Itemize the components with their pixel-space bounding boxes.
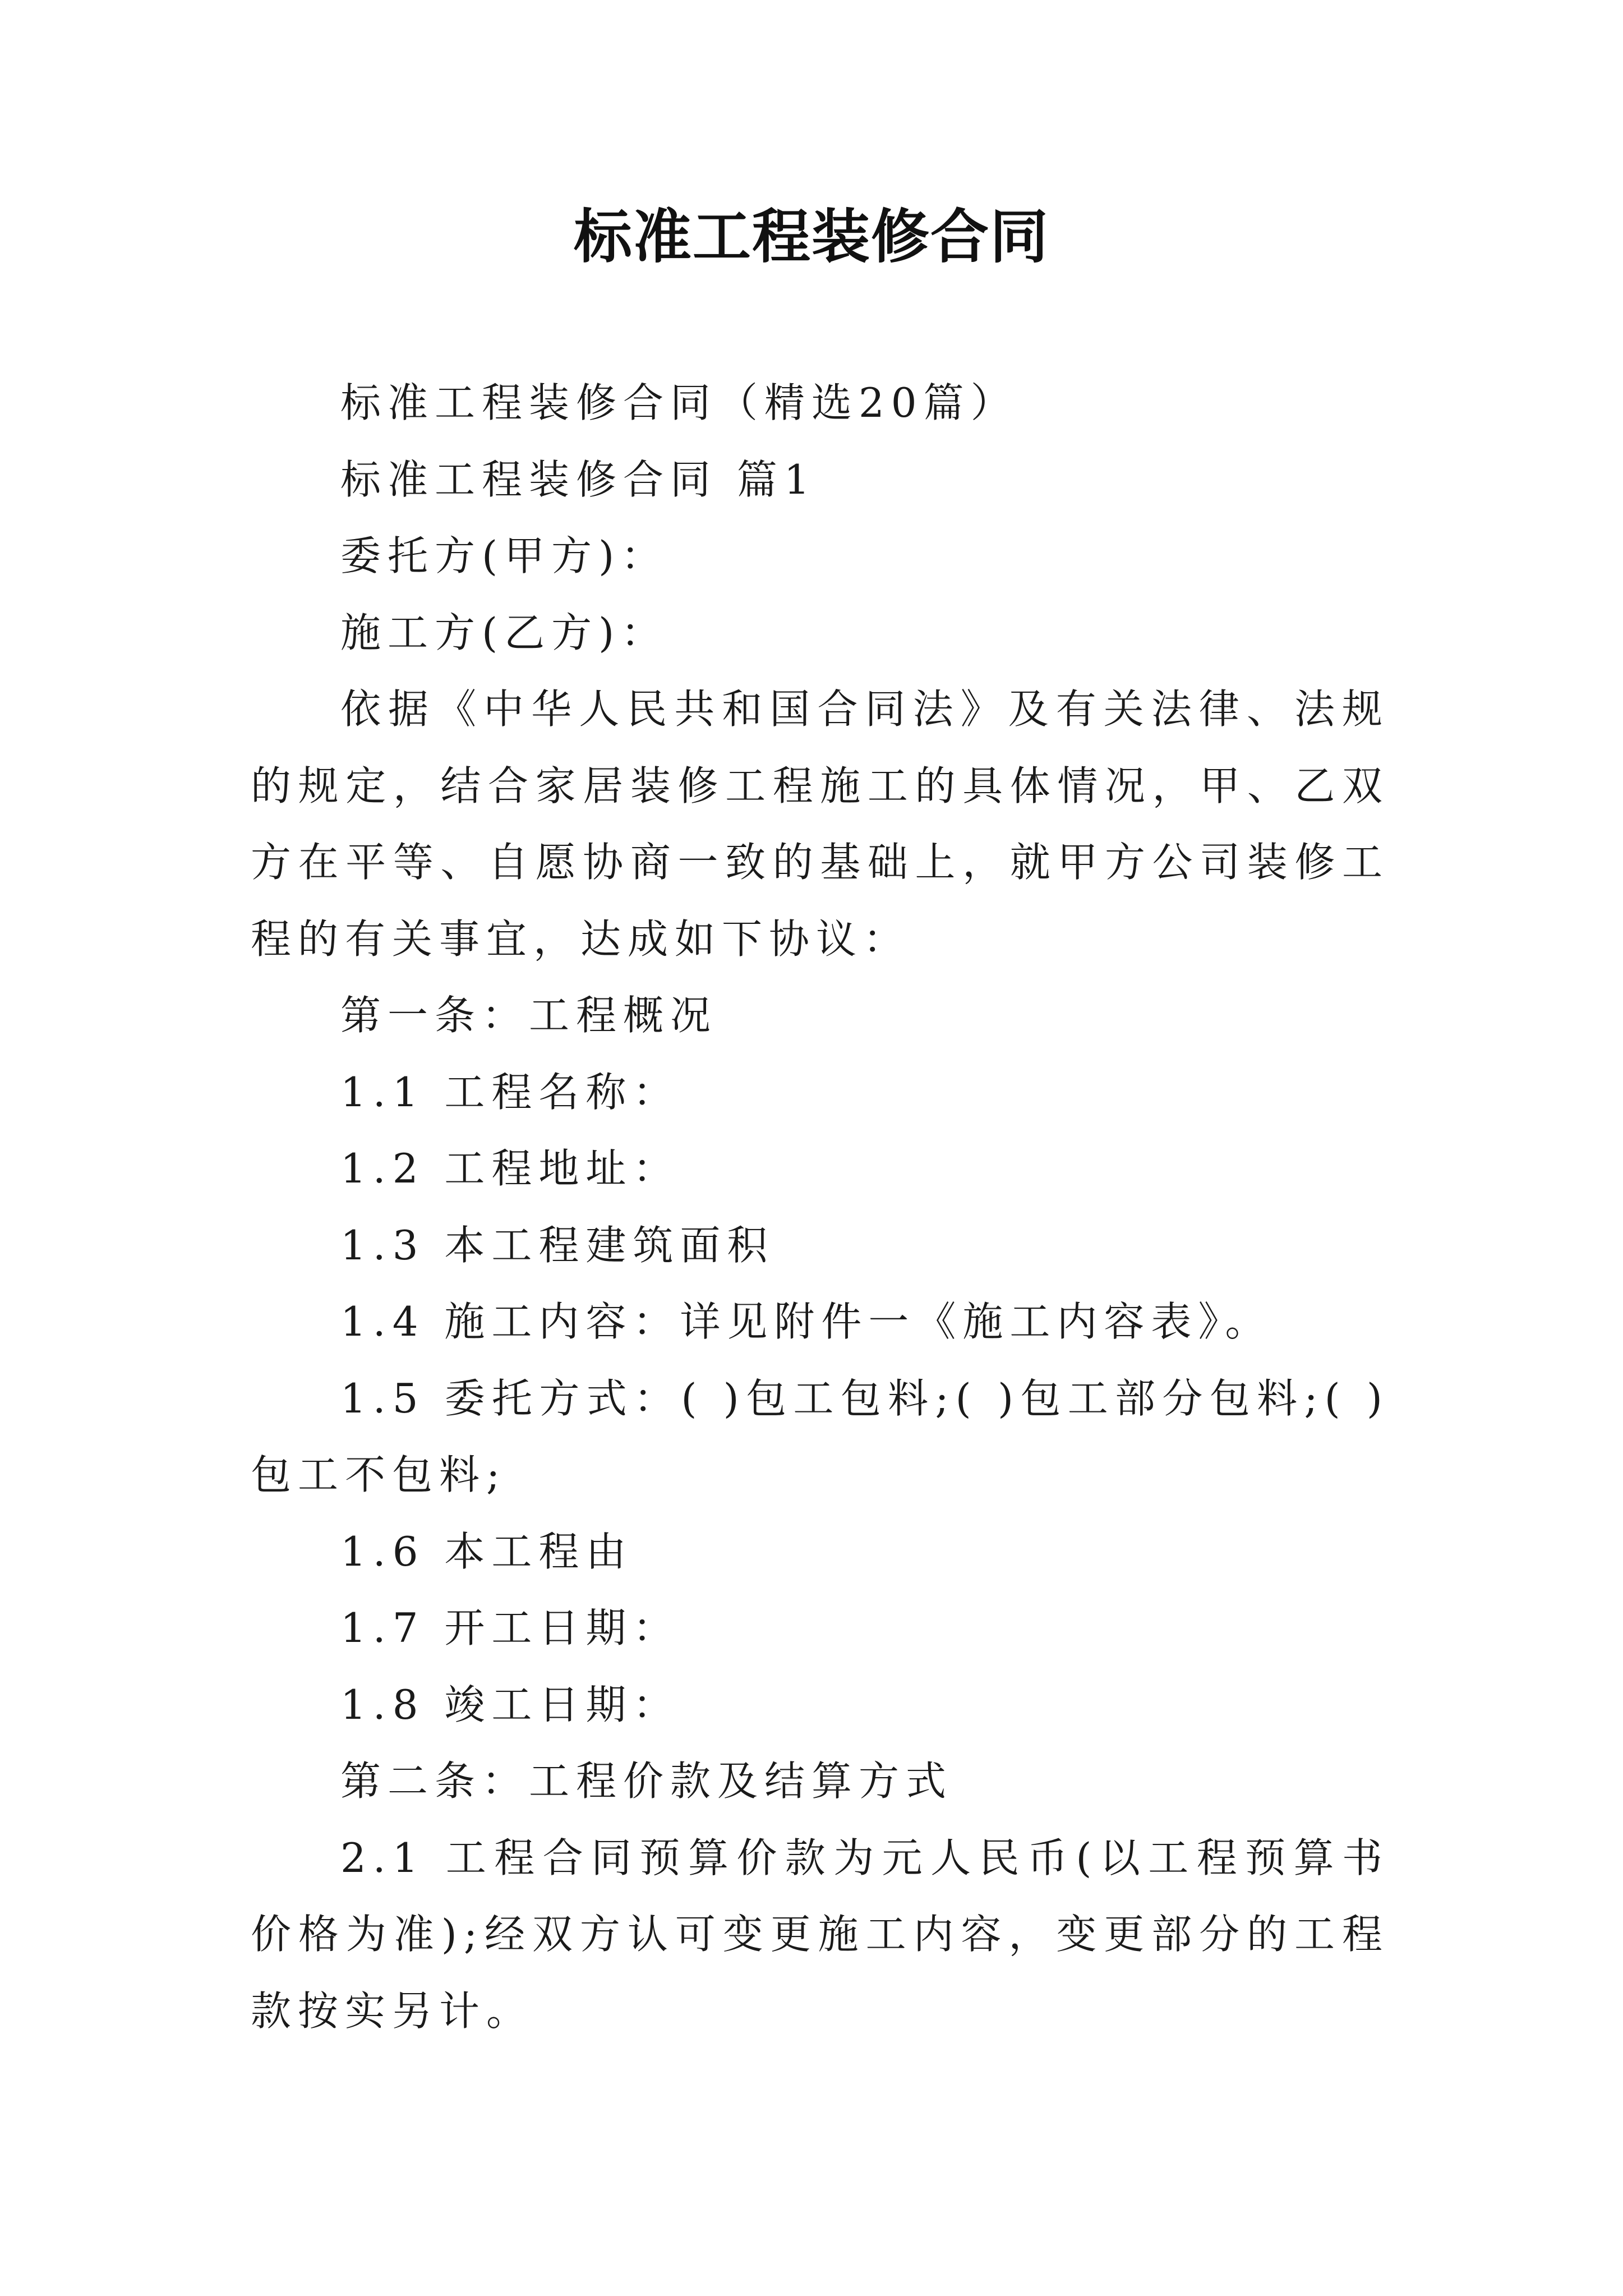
paragraph-clause-2-1: 2.1 工程合同预算价款为元人民币(以工程预算书价格为准);经双方认可变更施工内容，变更部分的工程款按实另计。	[251, 1834, 1389, 2035]
paragraph-subtitle: 标准工程装修合同（精选20篇）	[340, 379, 1018, 426]
document-body	[251, 365, 1389, 2049]
paragraph-preamble: 依据《中华人民共和国合同法》及有关法律、法规的规定，结合家居装修工程施工的具体情况，甲、乙双方在平等、自愿协商一致的基础上，就甲方公司装修工程的有关事宜，达成如下协议：	[251, 685, 1389, 963]
paragraph-clause-1-7: 1.7 开工日期：	[340, 1604, 680, 1651]
paragraph-clause-1-5: 1.5 委托方式：( )包工包料;( )包工部分包料;( )包工不包料;	[251, 1374, 1389, 1498]
paragraph-section-heading: 标准工程装修合同 篇1	[340, 455, 817, 503]
paragraph-clause-1-2: 1.2 工程地址：	[340, 1145, 680, 1192]
paragraph-clause-1-1: 1.1 工程名称：	[340, 1068, 680, 1116]
paragraph-clause-1-8: 1.8 竣工日期：	[340, 1681, 680, 1728]
paragraph-article-2-heading: 第二条：工程价款及结算方式	[340, 1757, 953, 1805]
document-title: 标准工程装修合同	[573, 202, 1049, 271]
paragraph-clause-1-3: 1.3 本工程建筑面积	[340, 1221, 774, 1269]
paragraph-clause-1-4: 1.4 施工内容：详见附件一《施工内容表》。	[340, 1298, 1272, 1345]
paragraph-clause-1-6: 1.6 本工程由	[340, 1527, 633, 1575]
paragraph-party-a: 委托方(甲方)：	[340, 532, 668, 579]
paragraph-party-b: 施工方(乙方)：	[340, 609, 668, 656]
paragraph-article-1-heading: 第一条：工程概况	[340, 992, 718, 1039]
